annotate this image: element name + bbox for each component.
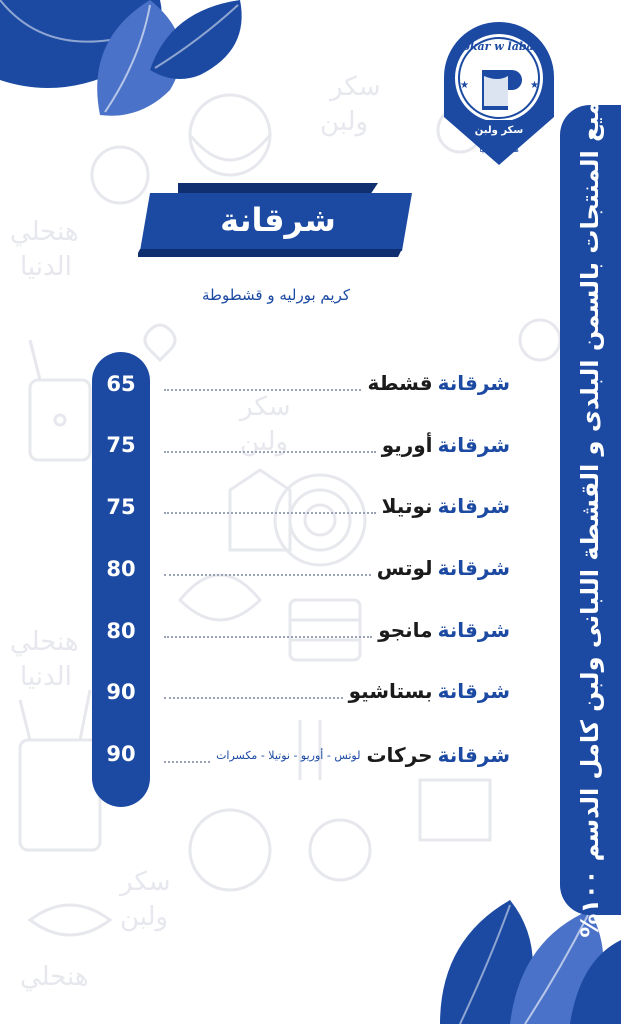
item-name-main: شرقانة [437, 556, 510, 580]
svg-text:سكر: سكر [120, 867, 171, 897]
item-name-flavor: نوتيلا [381, 494, 433, 518]
svg-text:★: ★ [530, 80, 539, 91]
price-qeshta: 65 [106, 372, 136, 396]
price-mango: 80 [106, 619, 136, 643]
section-subtitle: كريم بورليه و قشطوطة [201, 286, 350, 304]
svg-text:الدنيا: الدنيا [20, 252, 72, 282]
svg-text:الدنيا: الدنيا [20, 662, 72, 692]
dotted-leader [164, 437, 376, 453]
svg-text:سكر ولبن: سكر ولبن [474, 125, 524, 136]
dotted-leader [164, 375, 361, 391]
svg-text:★: ★ [460, 80, 469, 91]
item-note: لوتس - أوريو - نوتيلا - مكسرات [216, 748, 361, 762]
item-name-flavor: أوريو [381, 433, 433, 457]
dotted-leader [164, 747, 210, 763]
menu-item-pistachio [158, 676, 510, 706]
price-nutella: 75 [106, 495, 136, 519]
item-name-flavor: بستاشيو [348, 679, 433, 703]
svg-text:هنحلي: هنحلي [10, 217, 79, 247]
menu-item-qeshta [158, 368, 510, 398]
dotted-leader [164, 683, 343, 699]
dotted-leader [164, 560, 371, 576]
item-name-flavor: قشطة [367, 371, 433, 395]
svg-text:sokar w laban: sokar w laban [456, 40, 542, 53]
item-name-main: شرقانة [437, 679, 510, 703]
price-harakat: 90 [106, 742, 136, 766]
price-oreo: 75 [106, 433, 136, 457]
menu-item-oreo [158, 430, 510, 460]
menu-item-nutella [158, 491, 510, 521]
item-name-flavor: لوتس [376, 556, 433, 580]
svg-text:ولبن: ولبن [240, 427, 289, 457]
item-name-main: شرقانة [437, 433, 510, 457]
price-pistachio: 90 [106, 680, 136, 704]
price-lotus: 80 [106, 557, 136, 581]
svg-text:هنحلي: هنحلي [20, 962, 89, 992]
item-name-flavor: حركات [366, 743, 433, 767]
svg-text:هنحلي الدنيا: هنحلي الدنيا [479, 145, 519, 154]
item-name-flavor: مانجو [378, 618, 433, 642]
item-name-main: شرقانة [437, 494, 510, 518]
brand-logo [440, 18, 558, 168]
item-name-main: شرقانة [437, 618, 510, 642]
svg-text:سكر: سكر [330, 72, 381, 102]
svg-text:ولبن: ولبن [320, 107, 369, 137]
section-title: شرقانة [220, 201, 336, 239]
dotted-leader [164, 622, 372, 638]
menu-item-harakat [158, 740, 510, 770]
svg-text:هنحلي: هنحلي [10, 627, 79, 657]
svg-text:ولبن: ولبن [120, 902, 169, 932]
leaf-decoration-top-icon [0, 0, 260, 130]
dotted-leader [164, 498, 376, 514]
item-name-main: شرقانة [437, 743, 510, 767]
side-banner-text: جميع المنتجات بالسمن البلدى و القشطة اللبانى ولبن كامل الدسم ١٠٠% [576, 82, 604, 938]
svg-text:سكر: سكر [240, 392, 291, 422]
menu-item-mango [158, 615, 510, 645]
item-name-main: شرقانة [437, 371, 510, 395]
menu-item-lotus [158, 553, 510, 583]
